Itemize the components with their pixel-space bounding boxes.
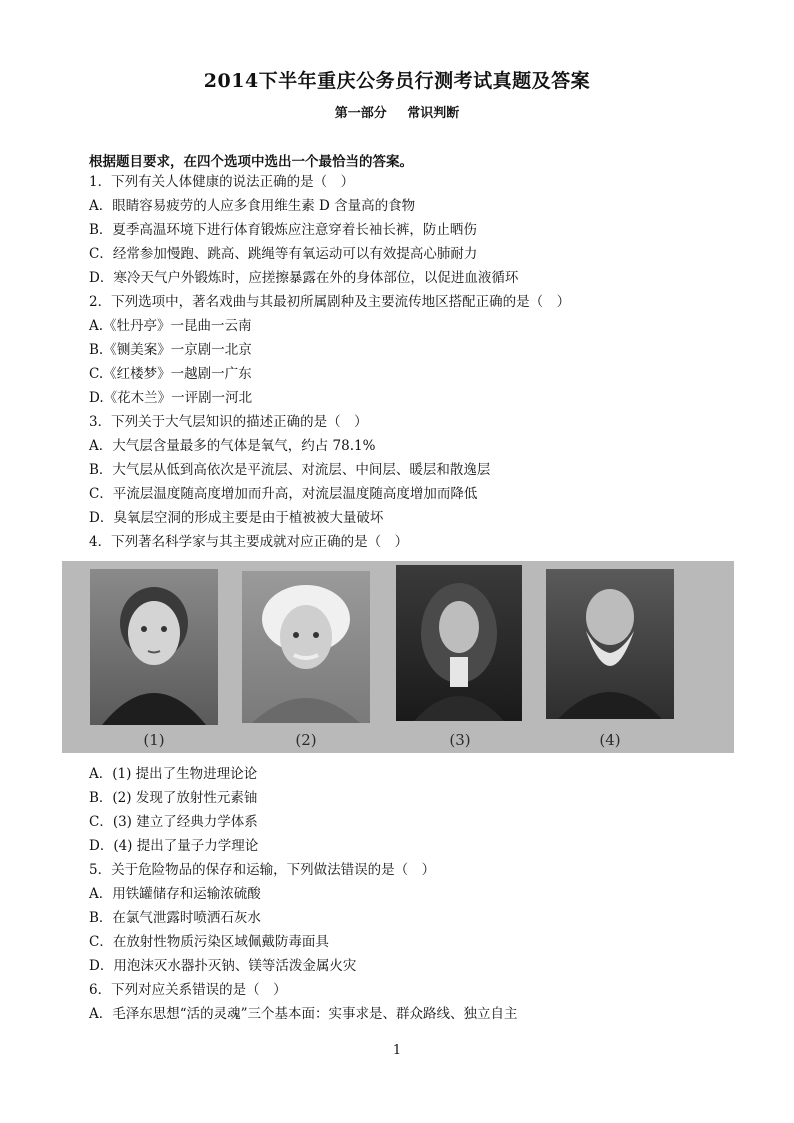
text-line: C．平流层温度随高度增加而升高，对流层温度随高度增加而降低	[89, 486, 478, 502]
text-line: B．(2) 发现了放射性元素铀	[89, 790, 258, 806]
page-number: 1	[392, 1043, 402, 1058]
text-line: 3．下列关于大气层知识的描述正确的是（ ）	[89, 414, 368, 430]
section-heading	[0, 102, 794, 121]
portrait-2	[242, 571, 370, 723]
document-title: 2014下半年重庆公务员行测考试真题及答案	[203, 70, 591, 92]
portrait-4	[546, 569, 674, 719]
caption-1: (1)	[143, 731, 165, 749]
text-line: B．夏季高温环境下进行体育锻炼应注意穿着长袖长裤，防止晒伤	[89, 222, 477, 238]
portrait-1	[90, 569, 218, 725]
text-line: A.《牡丹亭》一昆曲一云南	[89, 318, 252, 334]
text-line: D．用泡沫灭水器扑灭钠、镁等活泼金属火灾	[89, 958, 357, 974]
question-block-2	[89, 762, 729, 1026]
text-line: C．经常参加慢跑、跳高、跳绳等有氧运动可以有效提高心肺耐力	[89, 246, 478, 262]
text-line: D．(4) 提出了量子力学理论	[89, 838, 259, 854]
text-line: 6．下列对应关系错误的是（ ）	[89, 982, 287, 998]
text-line: 4．下列著名科学家与其主要成就对应正确的是（ ）	[89, 534, 409, 550]
text-line: A．眼睛容易疲劳的人应多食用维生素 D 含量高的食物	[89, 198, 416, 214]
text-line: D．寒冷天气户外锻炼时，应搓擦暴露在外的身体部位，以促进血液循环	[89, 270, 519, 286]
instruction-text: 根据题目要求，在四个选项中选出一个最恰当的答案。	[89, 154, 413, 170]
text-line: 5．关于危险物品的保存和运输，下列做法错误的是（ ）	[89, 862, 436, 878]
caption-2: (2)	[295, 731, 317, 749]
text-line: A．(1) 提出了生物进理论论	[89, 766, 258, 782]
text-line: A．大气层含量最多的气体是氧气，约占 78.1%	[89, 438, 376, 454]
text-line: D.《花木兰》一评剧一河北	[89, 390, 253, 406]
text-line: B．在氯气泄露时喷洒石灰水	[89, 910, 261, 926]
section-label: 常识判断	[407, 106, 460, 121]
text-line: C．(3) 建立了经典力学体系	[89, 814, 258, 830]
part-label: 第一部分	[334, 106, 387, 121]
text-line: C.《红楼梦》一越剧一广东	[89, 366, 252, 382]
portraits-illustration	[62, 561, 734, 753]
text-line: C．在放射性物质污染区域佩戴防毒面具	[89, 934, 329, 950]
portrait-3	[396, 565, 522, 721]
caption-4: (4)	[599, 731, 621, 749]
question-block-1	[89, 170, 729, 554]
scientist-portraits-image	[62, 561, 734, 753]
text-line: 2．下列选项中，著名戏曲与其最初所属剧种及主要流传地区搭配正确的是（ ）	[89, 294, 571, 310]
text-line: A．毛泽东思想“活的灵魂”三个基本面：实事求是、群众路线、独立自主	[89, 1006, 518, 1022]
text-line: D．臭氧层空洞的形成主要是由于植被被大量破坏	[89, 510, 384, 526]
text-line: A．用铁罐储存和运输浓硫酸	[89, 886, 261, 902]
text-line: 1．下列有关人体健康的说法正确的是（ ）	[89, 174, 355, 190]
text-line: B．大气层从低到高依次是平流层、对流层、中间层、暖层和散逸层	[89, 462, 491, 478]
caption-3: (3)	[449, 731, 471, 749]
text-line: B.《铡美案》一京剧一北京	[89, 342, 252, 358]
